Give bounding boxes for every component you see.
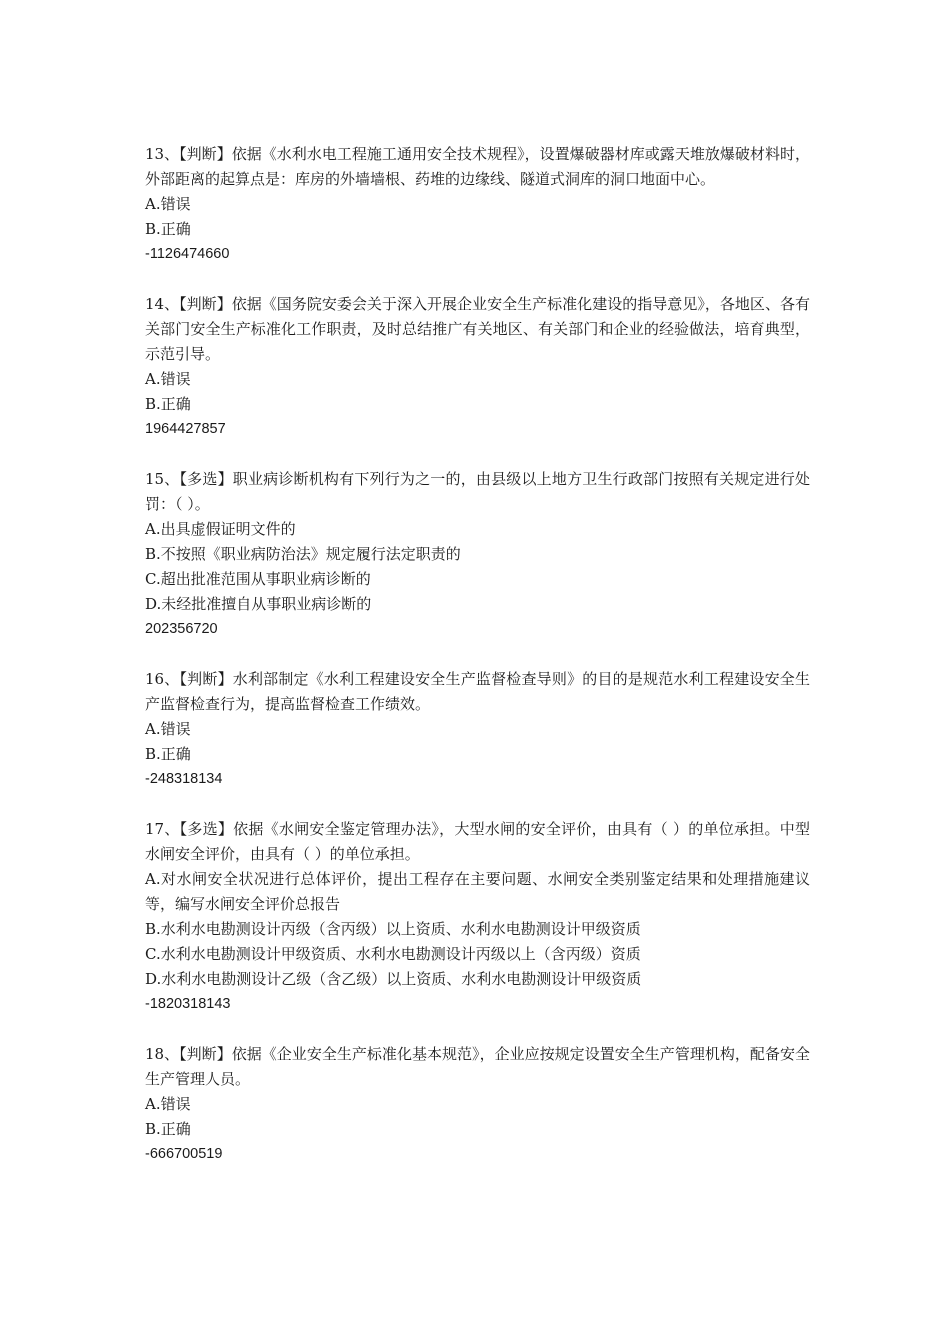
option-a: A.错误 xyxy=(145,1095,191,1113)
question-17 xyxy=(145,817,810,1017)
question-stem: 17、【多选】依据《水闸安全鉴定管理办法》，大型水闸的安全评价，由具有（ ）的单位承担。中型水闸安全评价，由具有（ ）的单位承担。 xyxy=(145,820,810,863)
option-b: B.不按照《职业病防治法》规定履行法定职责的 xyxy=(145,545,461,563)
question-code: -666700519 xyxy=(145,1146,223,1162)
question-code: 202356720 xyxy=(145,621,218,637)
question-stem: 18、【判断】依据《企业安全生产标准化基本规范》，企业应按规定设置安全生产管理机构，配备安全生产管理人员。 xyxy=(145,1045,810,1088)
question-code: -1820318143 xyxy=(145,996,231,1012)
option-a: A.错误 xyxy=(145,720,191,738)
question-stem: 14、【判断】依据《国务院安委会关于深入开展企业安全生产标准化建设的指导意见》，各地区、各有关部门安全生产标准化工作职责，及时总结推广有关地区、有关部门和企业的经验做法，培育典型，示范引导。 xyxy=(145,295,810,363)
question-stem: 13、【判断】依据《水利水电工程施工通用安全技术规程》，设置爆破器材库或露天堆放爆破材料时，外部距离的起算点是：库房的外墙墙根、药堆的边缘线、隧道式洞库的洞口地面中心。 xyxy=(145,145,810,188)
option-a: A.对水闸安全状况进行总体评价，提出工程存在主要问题、水闸安全类别鉴定结果和处理措施建议等，编写水闸安全评价总报告 xyxy=(145,870,810,913)
option-b: B.正确 xyxy=(145,220,191,238)
option-d: D.水利水电勘测设计乙级（含乙级）以上资质、水利水电勘测设计甲级资质 xyxy=(145,970,642,988)
question-15 xyxy=(145,467,810,642)
question-18 xyxy=(145,1042,810,1167)
question-stem: 16、【判断】水利部制定《水利工程建设安全生产监督检查导则》的目的是规范水利工程建设安全生产监督检查行为，提高监督检查工作绩效。 xyxy=(145,670,810,713)
option-b: B.水利水电勘测设计丙级（含丙级）以上资质、水利水电勘测设计甲级资质 xyxy=(145,920,641,938)
document-page xyxy=(145,142,810,1192)
option-b: B.正确 xyxy=(145,1120,191,1138)
question-code: 1964427857 xyxy=(145,421,226,437)
option-c: C.超出批准范围从事职业病诊断的 xyxy=(145,570,371,588)
option-b: B.正确 xyxy=(145,395,191,413)
question-13 xyxy=(145,142,810,267)
question-14 xyxy=(145,292,810,442)
option-a: A.出具虚假证明文件的 xyxy=(145,520,296,538)
option-d: D.未经批准擅自从事职业病诊断的 xyxy=(145,595,372,613)
question-stem: 15、【多选】职业病诊断机构有下列行为之一的，由县级以上地方卫生行政部门按照有关规定进行处罚：（ ）。 xyxy=(145,470,810,513)
question-16 xyxy=(145,667,810,792)
option-c: C.水利水电勘测设计甲级资质、水利水电勘测设计丙级以上（含丙级）资质 xyxy=(145,945,641,963)
question-code: -248318134 xyxy=(145,771,223,787)
question-code: -1126474660 xyxy=(145,246,230,262)
option-a: A.错误 xyxy=(145,370,191,388)
option-b: B.正确 xyxy=(145,745,191,763)
option-a: A.错误 xyxy=(145,195,191,213)
